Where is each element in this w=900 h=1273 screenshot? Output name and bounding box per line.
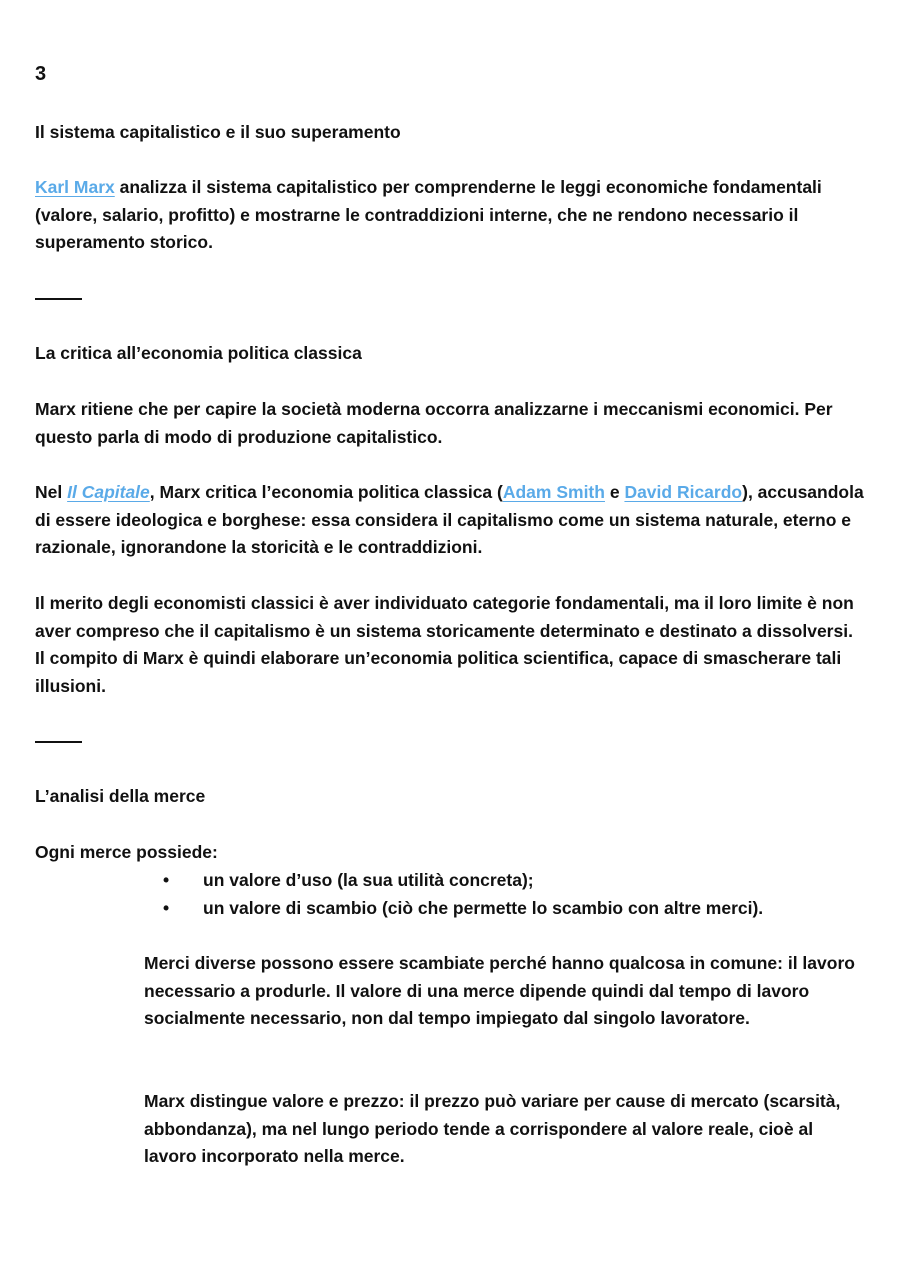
link-david-ricardo[interactable]: David Ricardo (624, 482, 743, 502)
page-number: 3 (35, 63, 47, 85)
commodity-indented-paragraph-2: Marx distingue valore e prezzo: il prezzo può variare per cause di mercato (scarsità, abbondanza), ma nel lungo periodo tende a corrispondere al valore reale, cioè al lavoro incorporato nella merce. (144, 1091, 841, 1166)
bullet-icon: • (163, 897, 170, 918)
commodity-indented-paragraph-1: Merci diverse possono essere scambiate perché hanno qualcosa in comune: il lavoro necessario a produrle. Il valore di una merce dipende quindi dal tempo di lavoro socialmente necessario, non dal tempo impiegato dal singolo lavoratore. (144, 953, 855, 1028)
divider-line (35, 741, 82, 743)
link-karl-marx[interactable]: Karl Marx (35, 177, 115, 197)
bullet-icon: • (163, 870, 170, 890)
section-heading-critique: La critica all’economia politica classica (35, 343, 362, 363)
list-item (35, 867, 763, 895)
intro-paragraph (35, 174, 865, 257)
section-heading-capitalism: Il sistema capitalistico e il suo superamento (35, 122, 401, 142)
bullet-text: un valore d’uso (la sua utilità concreta); (203, 870, 534, 890)
bullet-text: un valore di scambio (ciò che permette lo scambio con altre merci). (203, 897, 764, 918)
section-heading-commodity: L’analisi della merce (35, 786, 206, 806)
divider-line (35, 298, 82, 300)
para2-text-a: Nel (35, 482, 68, 502)
para2-text-c: e (604, 482, 625, 502)
commodity-lead: Ogni merce possiede: (35, 842, 218, 862)
critique-paragraph-2 (35, 479, 865, 562)
critique-paragraph-3: Il merito degli economisti classici è aver individuato categorie fondamentali, ma il loro limite è non aver compreso che il capitalismo è un sistema storicamente determinato e destinato a dissolversi. Il compito di Marx è quindi elaborare un’economia politica scientifica, capace di smascherare tali illusioni. (35, 593, 854, 696)
para2-text-d: ), accusandola di essere ideologica e borghese: essa considera il capitalismo come un sistema naturale, eterno e razionale, ignorandone la storicità e le contraddizioni. (35, 482, 864, 557)
commodity-bullet-list (35, 867, 763, 922)
para2-text-b: , Marx critica l’economia politica classica ( (149, 482, 503, 502)
link-adam-smith[interactable]: Adam Smith (502, 482, 605, 502)
list-item (35, 895, 763, 923)
link-il-capitale[interactable]: Il Capitale (67, 482, 150, 502)
critique-paragraph-1: Marx ritiene che per capire la società moderna occorra analizzarne i meccanismi economici. Per questo parla di modo di produzione capitalistico. (35, 399, 833, 447)
intro-text: analizza il sistema capitalistico per comprenderne le leggi economiche fondamentali (valore, salario, profitto) e mostrarne le contraddizioni interne, che ne rendono necessario il superamento storico. (35, 177, 822, 252)
